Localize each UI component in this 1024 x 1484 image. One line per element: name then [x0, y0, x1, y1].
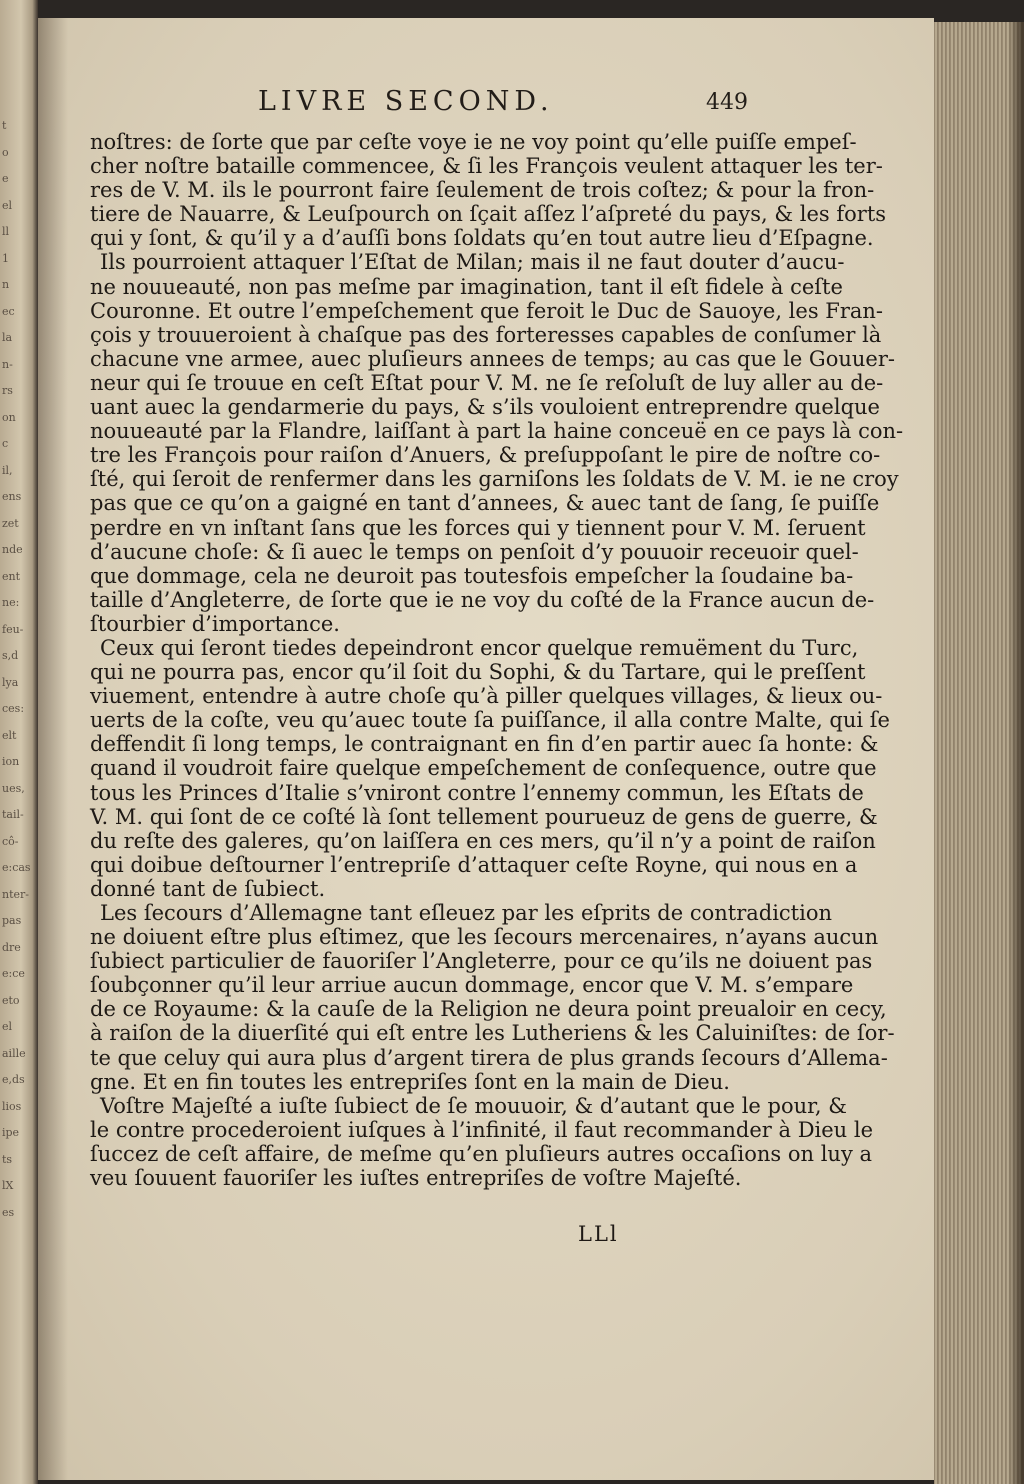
text-line: à raiſon de la diuerſité qui eſt entre les Lutheriens & les Caluiniſtes: de ſor-	[90, 1021, 895, 1046]
margin-fragment: lX	[2, 1179, 14, 1192]
text-line: çois y trouueroient à chaſque pas des forteresses capables de conſumer là	[90, 322, 882, 347]
margin-fragment: ts	[2, 1152, 13, 1166]
text-line: le contre procederoient iuſques à l’infinité, il faut recommander à Dieu le	[90, 1117, 874, 1142]
text-line: du reſte des galeres, qu’on laiſſera en ces mers, qu’il n’y a point de raiſon	[90, 828, 876, 853]
fore-edge-shadow	[1008, 22, 1024, 1484]
text-line: que dommage, cela ne deuroit pas toutesfois empeſcher la ſoudaine ba-	[90, 563, 854, 588]
text-line: cher noſtre bataille commencee, & ſi les François veulent attaquer les ter-	[90, 154, 883, 179]
margin-fragment: aille	[2, 1046, 26, 1060]
margin-fragment: eto	[2, 993, 20, 1007]
margin-fragment: ion	[2, 755, 20, 768]
margin-fragment: e	[2, 172, 9, 185]
text-line: noſtres: de ſorte que par ceſte voye ie ne voy point qu’elle puiſſe empeſ-	[90, 130, 857, 154]
margin-fragment: ces:	[2, 702, 25, 715]
margin-fragment: n-	[2, 357, 13, 371]
text-line: deffendit ſi long temps, le contraignant en fin d’en partir auec ſa honte: &	[90, 732, 879, 757]
text-line: uerts de la coſte, veu qu’auec toute ſa puiſſance, il alla contre Malte, qui ſe	[90, 708, 890, 733]
page-number: 449	[706, 90, 748, 115]
text-line: tiere de Nauarre, & Leuſpourch on ſçait aſſez l’aſpreté du pays, & les forts	[90, 202, 887, 227]
text-line: veu ſouuent fauoriſer les iuſtes entrepriſes de voſtre Majeſté.	[90, 1166, 742, 1191]
text-line: nouueauté par la Flandre, laiſſant à part la haine conceuë en ce pays là con-	[90, 419, 904, 444]
catchword: LLl	[578, 1222, 619, 1246]
margin-fragment: nde	[2, 543, 23, 556]
text-line: qui doibue deſtourner l’entrepriſe d’attaquer ceſte Royne, qui nous en a	[90, 852, 858, 877]
margin-fragment: ues,	[2, 781, 25, 795]
margin-fragment: dre	[2, 940, 21, 954]
text-line: ne doiuent eſtre plus eſtimez, que les ſecours mercenaires, n’ayans aucun	[90, 925, 879, 950]
left-page-margin-text	[0, 0, 32, 1484]
text-line: donné tant de ſubiect.	[90, 876, 326, 901]
text-line: viuement, entendre à autre choſe qu’à piller quelques villages, & lieux ou-	[90, 684, 883, 709]
text-line: ſoubçonner qu’il leur arriue aucun dommage, encor que V. M. s’empare	[90, 973, 854, 998]
text-line: gne. Et en fin toutes les entrepriſes ſont en la main de Dieu.	[90, 1069, 730, 1094]
margin-fragment: o	[2, 145, 9, 159]
text-line: ſtourbier d’importance.	[90, 611, 340, 636]
text-line: Les ſecours d’Allemagne tant eſleuez par les eſprits de contradiction	[100, 901, 833, 925]
page-gutter-shadow	[38, 18, 68, 1480]
margin-fragment: el	[2, 1020, 13, 1033]
margin-fragment: 1	[2, 251, 9, 265]
text-line: Voſtre Majeſté a iuſte ſubiect de ſe mouuoir, & d’autant que le pour, &	[100, 1093, 847, 1118]
text-line: ne nouueauté, non pas meſme par imagination, tant il eſt fidele à ceſte	[90, 274, 843, 299]
text-line: d’aucune choſe: & ſi auec le temps on penſoit d’y pouuoir receuoir quel-	[90, 539, 859, 564]
text-line: te que celuy qui aura plus d’argent tirera de plus grands ſecours d’Allema-	[90, 1045, 888, 1070]
margin-fragment: e,ds	[2, 1073, 25, 1086]
margin-fragment: ent	[2, 569, 21, 583]
text-line: pas que ce qu’on a gaigné en tant d’annees, & auec tant de ſang, ſe puiſſe	[90, 491, 880, 516]
text-line: ſuccez de ceſt affaire, de meſme qu’en pluſieurs autres occaſions on luy a	[90, 1141, 873, 1166]
margin-fragment: la	[2, 331, 13, 344]
margin-fragment: ne:	[2, 596, 20, 609]
margin-fragment: ec	[2, 304, 15, 318]
margin-fragment: lya	[2, 675, 19, 689]
text-line: neur qui ſe trouue en ceſt Eſtat pour V. M. ne ſe reſoluſt de luy aller au de-	[90, 370, 884, 395]
text-line: qui ne pourra pas, encor qu’il ſoit du Sophi, & du Tartare, qui le preſſent	[90, 660, 866, 685]
margin-fragment: el	[2, 198, 13, 212]
text-line: quand il voudroit faire quelque empeſchement de conſequence, outre que	[90, 756, 877, 781]
text-line: chacune vne armee, auec pluſieurs annees de temps; au cas que le Gouuer-	[90, 346, 895, 371]
text-line: res de V. M. ils le pourront faire ſeulement de trois coſtez; & pour la fron-	[90, 178, 875, 203]
text-line: taille d’Angleterre, de ſorte que ie ne voy du coſté de la France aucun de-	[90, 587, 875, 612]
text-line: uant auec la gendarmerie du pays, & s’ils vouloient entreprendre quelque	[90, 395, 880, 420]
margin-fragment: zet	[2, 516, 19, 530]
margin-fragment: n	[2, 278, 10, 291]
text-line: Ils pourroient attaquer l’Eſtat de Milan; mais il ne faut douter d’aucu-	[100, 250, 845, 275]
margin-fragment: elt	[2, 728, 17, 742]
body-text	[90, 130, 904, 1191]
margin-fragment: cô-	[2, 834, 19, 848]
margin-fragment: es	[2, 1205, 15, 1219]
margin-fragment: s,d	[2, 649, 19, 662]
margin-fragment: ens	[2, 490, 22, 503]
running-title: LIVRE SECOND.	[258, 86, 554, 117]
margin-fragment: on	[2, 410, 16, 424]
text-line: Ceux qui ſeront tiedes depeindront encor quelque remuëment du Turc,	[100, 635, 859, 660]
margin-fragment: c	[2, 437, 9, 450]
margin-fragment: il,	[2, 463, 13, 477]
margin-fragment: t	[2, 119, 7, 132]
margin-fragment: feu-	[2, 622, 24, 636]
text-line: V. M. qui ſont de ce coſté là ſont tellement pourueuz de gens de guerre, &	[90, 804, 878, 829]
margin-fragment: e:cas	[2, 861, 31, 874]
text-line: de ce Royaume: & la cauſe de la Religion ne deura point preualoir en cecy,	[90, 997, 887, 1022]
margin-fragment: nter-	[2, 887, 29, 901]
margin-fragment: e:ce	[2, 967, 25, 980]
text-line: ſubiect particulier de fauoriſer l’Angleterre, pour ce qu’ils ne doiuent pas	[90, 949, 873, 974]
text-line: ſté, qui ſeroit de renfermer dans les garniſons les ſoldats de V. M. ie ne croy	[90, 467, 899, 492]
margin-fragment: pas	[2, 914, 22, 927]
text-line: tre les François pour raiſon d’Anuers, & preſuppoſant le pire de noſtre co-	[90, 443, 881, 468]
margin-fragment: ll	[2, 225, 10, 238]
margin-fragment: tail-	[2, 808, 24, 821]
margin-fragment: ipe	[2, 1126, 20, 1139]
text-line: Couronne. Et outre l’empeſchement que feroit le Duc de Sauoye, les Fran-	[90, 298, 884, 323]
margin-fragment: lios	[2, 1099, 22, 1113]
margin-fragment: rs	[2, 384, 13, 397]
text-line: tous les Princes d’Italie s’vniront contre l’ennemy commun, les Eſtats de	[90, 780, 864, 805]
text-line: qui y ſont, & qu’il y a d’auſſi bons ſoldats qu’en tout autre lieu d’Eſpagne.	[90, 226, 874, 251]
text-line: perdre en vn inſtant ſans que les forces qui y tiennent pour V. M. ſeruent	[90, 515, 866, 540]
